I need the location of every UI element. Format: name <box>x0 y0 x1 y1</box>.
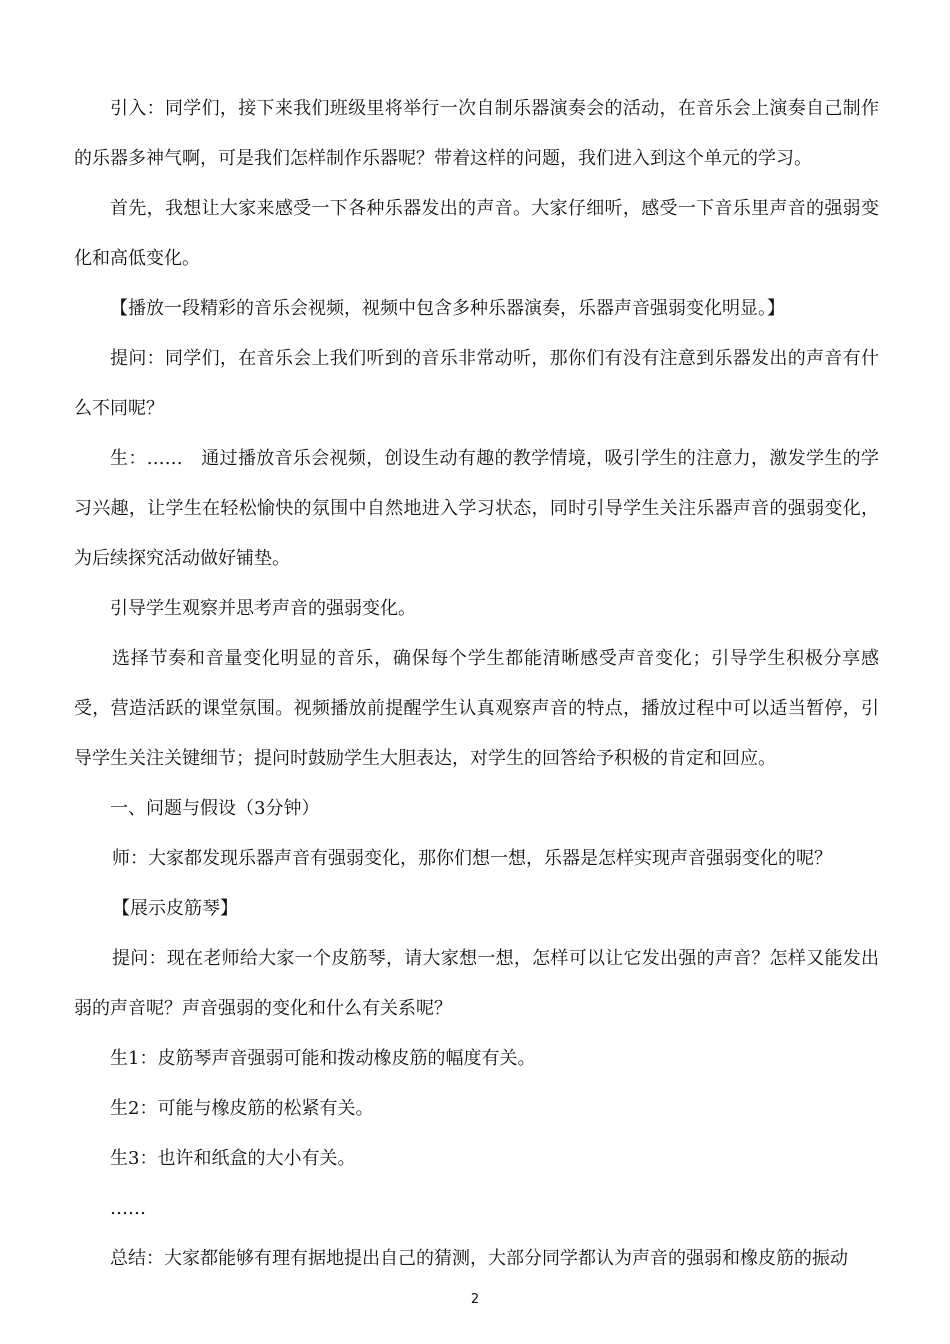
document-body <box>74 84 879 1284</box>
paragraph-question-rubber-band: 提问：现在老师给大家一个皮筋琴，请大家想一想，怎样可以让它发出强的声音？怎样又能发出弱的声音呢？声音强弱的变化和什么有关系呢？ <box>74 948 879 1019</box>
section-heading-question-hypothesis: 一、问题与假设（3分钟） <box>110 798 320 819</box>
paragraph-student-2: 生2：可能与橡皮筋的松紧有关。 <box>110 1098 374 1119</box>
paragraph-student-3: 生3：也许和纸盒的大小有关。 <box>110 1148 356 1169</box>
paragraph-student-response: 生：…… 通过播放音乐会视频，创设生动有趣的教学情境，吸引学生的注意力，激发学生的学习兴趣，让学生在轻松愉快的氛围中自然地进入学习状态，同时引导学生关注乐器声音的强弱变化，为后续探究活动做好铺垫。 <box>74 448 879 569</box>
paragraph-student-1: 生1：皮筋琴声音强弱可能和拨动橡皮筋的幅度有关。 <box>110 1048 536 1069</box>
paragraph-summary: 总结：大家都能够有理有据地提出自己的猜测，大部分同学都认为声音的强弱和橡皮筋的振动 <box>110 1248 848 1269</box>
paragraph-teacher-question: 师：大家都发现乐器声音有强弱变化，那你们想一想，乐器是怎样实现声音强弱变化的呢？ <box>112 848 832 869</box>
paragraph-introduction: 引入：同学们，接下来我们班级里将举行一次自制乐器演奏会的活动，在音乐会上演奏自己制作的乐器多神气啊，可是我们怎样制作乐器呢？带着这样的问题，我们进入到这个单元的学习。 <box>74 98 879 169</box>
page-number: 2 <box>470 1292 480 1307</box>
paragraph-first-listen: 首先，我想让大家来感受一下各种乐器发出的声音。大家仔细听，感受一下音乐里声音的强弱变化和高低变化。 <box>74 198 879 269</box>
paragraph-question: 提问：同学们，在音乐会上我们听到的音乐非常动听，那你们有没有注意到乐器发出的声音有什么不同呢？ <box>74 348 879 419</box>
paragraph-teaching-tips: 选择节奏和音量变化明显的音乐，确保每个学生都能清晰感受声音变化；引导学生积极分享感受，营造活跃的课堂氛围。视频播放前提醒学生认真观察声音的特点，播放过程中可以适当暂停，引导学生关注关键细节；提问时鼓励学生大胆表达，对学生的回答给予积极的肯定和回应。 <box>74 648 879 769</box>
paragraph-show-rubber-band-guitar: 【展示皮筋琴】 <box>112 898 238 919</box>
paragraph-guide-observe: 引导学生观察并思考声音的强弱变化。 <box>110 598 416 619</box>
paragraph-play-video-note: 【播放一段精彩的音乐会视频，视频中包含多种乐器演奏，乐器声音强弱变化明显。】 <box>110 298 785 319</box>
paragraph-ellipsis: …… <box>110 1198 146 1219</box>
